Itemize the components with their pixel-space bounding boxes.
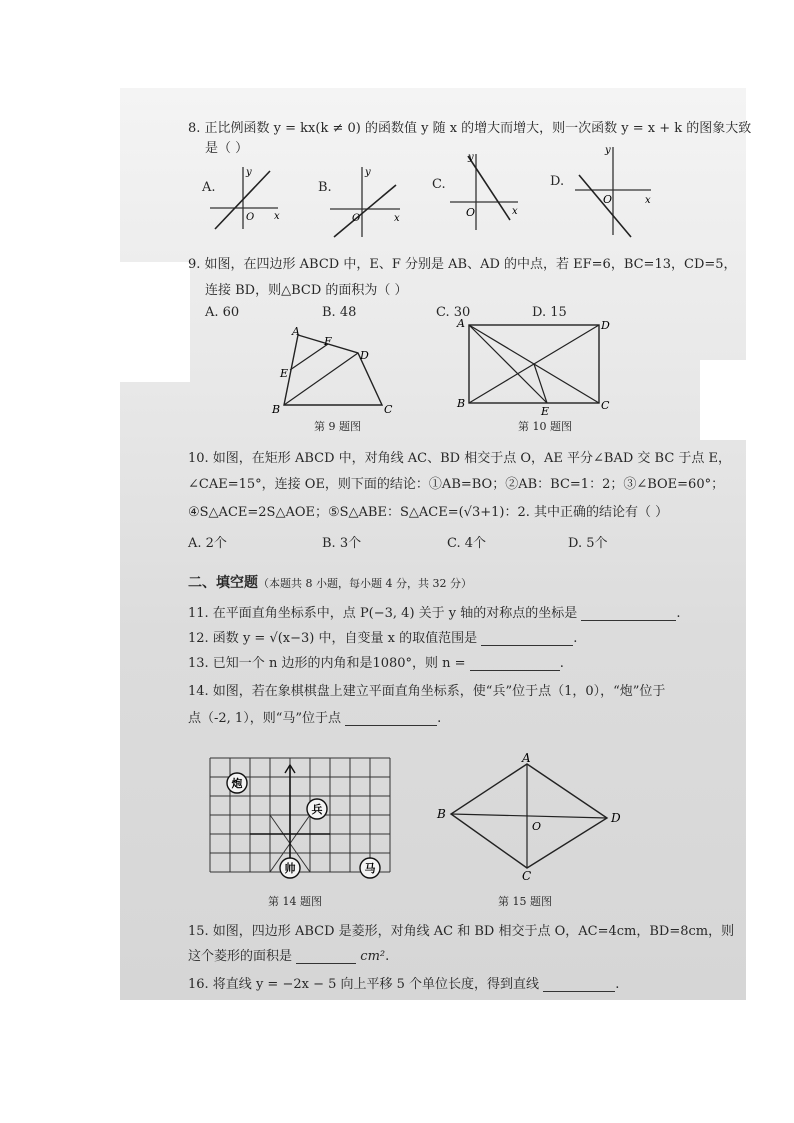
scan-blank-area: [700, 360, 746, 440]
svg-text:O: O: [466, 206, 476, 219]
q8-option-b: B.: [318, 180, 332, 195]
fig15-label-o: O: [532, 820, 542, 833]
q8-graph-a: [210, 165, 280, 230]
fig9-label-b: B: [272, 403, 281, 416]
fig9-label-a: A: [292, 325, 300, 338]
q14-line2: 点（-2, 1），则“马”位于点 .: [188, 711, 442, 726]
q8-graph-b: [330, 165, 402, 237]
q12-answer-blank[interactable]: [481, 633, 573, 646]
fig14-caption: 第 14 题图: [268, 895, 322, 908]
svg-text:y: y: [605, 145, 611, 156]
q8-option-c: C.: [432, 177, 446, 192]
q12: 12. 函数 y = √(x−3) 中，自变量 x 的取值范围是 .: [188, 631, 578, 646]
fig15-label-d: D: [611, 811, 621, 825]
fig9-caption: 第 9 题图: [314, 420, 361, 433]
q8-graph-c: [450, 150, 520, 230]
q15-line1: 15. 如图，四边形 ABCD 是菱形，对角线 AC 和 BD 相交于点 O，AC=4cm，BD=8cm，则: [188, 924, 735, 939]
fig10-label-c: C: [601, 399, 610, 412]
q15-unit: cm²: [360, 949, 386, 964]
section-2-title: 二、填空题: [188, 575, 258, 591]
svg-text:O: O: [352, 213, 361, 224]
fig10-label-b: B: [457, 397, 466, 410]
svg-text:x: x: [274, 211, 280, 222]
q15-text: 这个菱形的面积是: [188, 949, 293, 964]
fig10-label-e: E: [541, 405, 550, 418]
q10-option-b: B. 3个: [322, 536, 362, 551]
svg-text:马: 马: [364, 862, 376, 875]
q16-answer-blank[interactable]: [543, 979, 615, 992]
q8-option-d: D.: [550, 174, 565, 189]
q13: 13. 已知一个 n 边形的内角和是1080°，则 n = .: [188, 656, 564, 671]
figure-14-chessboard: [207, 755, 393, 880]
q10-line2: ∠CAE=15°，连接 OE，则下面的结论：①AB=BO；②AB：BC=1：2；③∠BOE=60°；: [188, 477, 725, 492]
q10-line1: 10. 如图，在矩形 ABCD 中，对角线 AC、BD 相交于点 O，AE 平分∠BAD 交 BC 于点 E，: [188, 451, 732, 466]
svg-text:O: O: [603, 193, 613, 206]
q15-answer-blank[interactable]: [296, 951, 356, 964]
svg-text:O: O: [246, 212, 255, 223]
svg-text:x: x: [394, 213, 400, 224]
q15-line2: 这个菱形的面积是 cm².: [188, 949, 390, 964]
q8-line2: 是（ ）: [205, 141, 249, 156]
svg-text:x: x: [512, 206, 518, 217]
q8-option-a: A.: [202, 180, 216, 195]
q10-option-c: C. 4个: [447, 536, 487, 551]
svg-text:y: y: [365, 167, 371, 178]
svg-text:炮: 炮: [231, 777, 243, 790]
svg-text:y: y: [468, 152, 474, 163]
section-2-heading: [188, 572, 472, 592]
q8-line1: 8. 正比例函数 y = kx(k ≠ 0) 的函数值 y 随 x 的增大而增大，则一次函数 y = x + k 的图象大致: [188, 121, 752, 136]
fig9-label-d: D: [360, 349, 369, 362]
chess-piece-bing: [307, 799, 327, 819]
q10-line3: ④S△ACE=2S△AOE；⑤S△ABE：S△ACE=(√3+1)：2. 其中正确的结论有（ ）: [188, 505, 669, 520]
q14-answer-blank[interactable]: [345, 713, 437, 726]
fig9-label-c: C: [384, 403, 393, 416]
fig10-caption: 第 10 题图: [518, 420, 572, 433]
figure-9: [270, 325, 400, 420]
q11-text: 11. 在平面直角坐标系中，点 P(−3, 4) 关于 y 轴的对称点的坐标是: [188, 606, 578, 621]
q11: 11. 在平面直角坐标系中，点 P(−3, 4) 关于 y 轴的对称点的坐标是 .: [188, 606, 681, 621]
q11-answer-blank[interactable]: [581, 608, 676, 621]
svg-text:y: y: [246, 167, 252, 178]
scan-blank-area: [120, 262, 190, 382]
q10-option-a: A. 2个: [188, 536, 227, 551]
chess-piece-pao: [227, 773, 247, 793]
fig9-label-f: F: [324, 335, 332, 348]
chess-piece-shuai: [280, 858, 300, 878]
q16-text: 16. 将直线 y = −2x − 5 向上平移 5 个单位长度，得到直线: [188, 977, 540, 992]
q9-option-d: D. 15: [532, 305, 567, 320]
fig15-label-a: A: [522, 751, 531, 765]
q9-option-b: B. 48: [322, 305, 357, 320]
fig10-label-a: A: [457, 317, 465, 330]
figure-10: [455, 315, 615, 420]
chess-piece-ma: [360, 858, 380, 878]
q14-line1: 14. 如图，若在象棋棋盘上建立平面直角坐标系，使“兵”位于点（1，0），“炮”位于: [188, 684, 666, 699]
q13-answer-blank[interactable]: [470, 658, 560, 671]
fig15-label-b: B: [437, 807, 446, 821]
svg-text:兵: 兵: [311, 803, 323, 816]
q14-text: 点（-2, 1），则“马”位于点: [188, 711, 341, 726]
q8-graph-d: [575, 145, 655, 240]
fig15-label-c: C: [522, 869, 532, 883]
q10-option-d: D. 5个: [568, 536, 608, 551]
section-2-note: （本题共 8 小题，每小题 4 分，共 32 分）: [258, 577, 472, 590]
q13-text: 13. 已知一个 n 边形的内角和是1080°，则 n =: [188, 656, 466, 671]
q12-text: 12. 函数 y = √(x−3) 中，自变量 x 的取值范围是: [188, 631, 478, 646]
q16: 16. 将直线 y = −2x − 5 向上平移 5 个单位长度，得到直线 .: [188, 977, 620, 992]
svg-text:x: x: [645, 195, 651, 206]
q9-line1: 9. 如图，在四边形 ABCD 中，E、F 分别是 AB、AD 的中点，若 EF=6，BC=13，CD=5，: [188, 257, 737, 272]
fig9-label-e: E: [280, 367, 289, 380]
figure-15-rhombus: [435, 752, 630, 882]
svg-text:帅: 帅: [284, 862, 296, 875]
q9-option-a: A. 60: [205, 305, 240, 320]
fig15-caption: 第 15 题图: [498, 895, 552, 908]
q9-line2: 连接 BD，则△BCD 的面积为（ ）: [205, 283, 408, 298]
q9-option-c: C. 30: [436, 305, 471, 320]
fig10-label-d: D: [601, 319, 610, 332]
